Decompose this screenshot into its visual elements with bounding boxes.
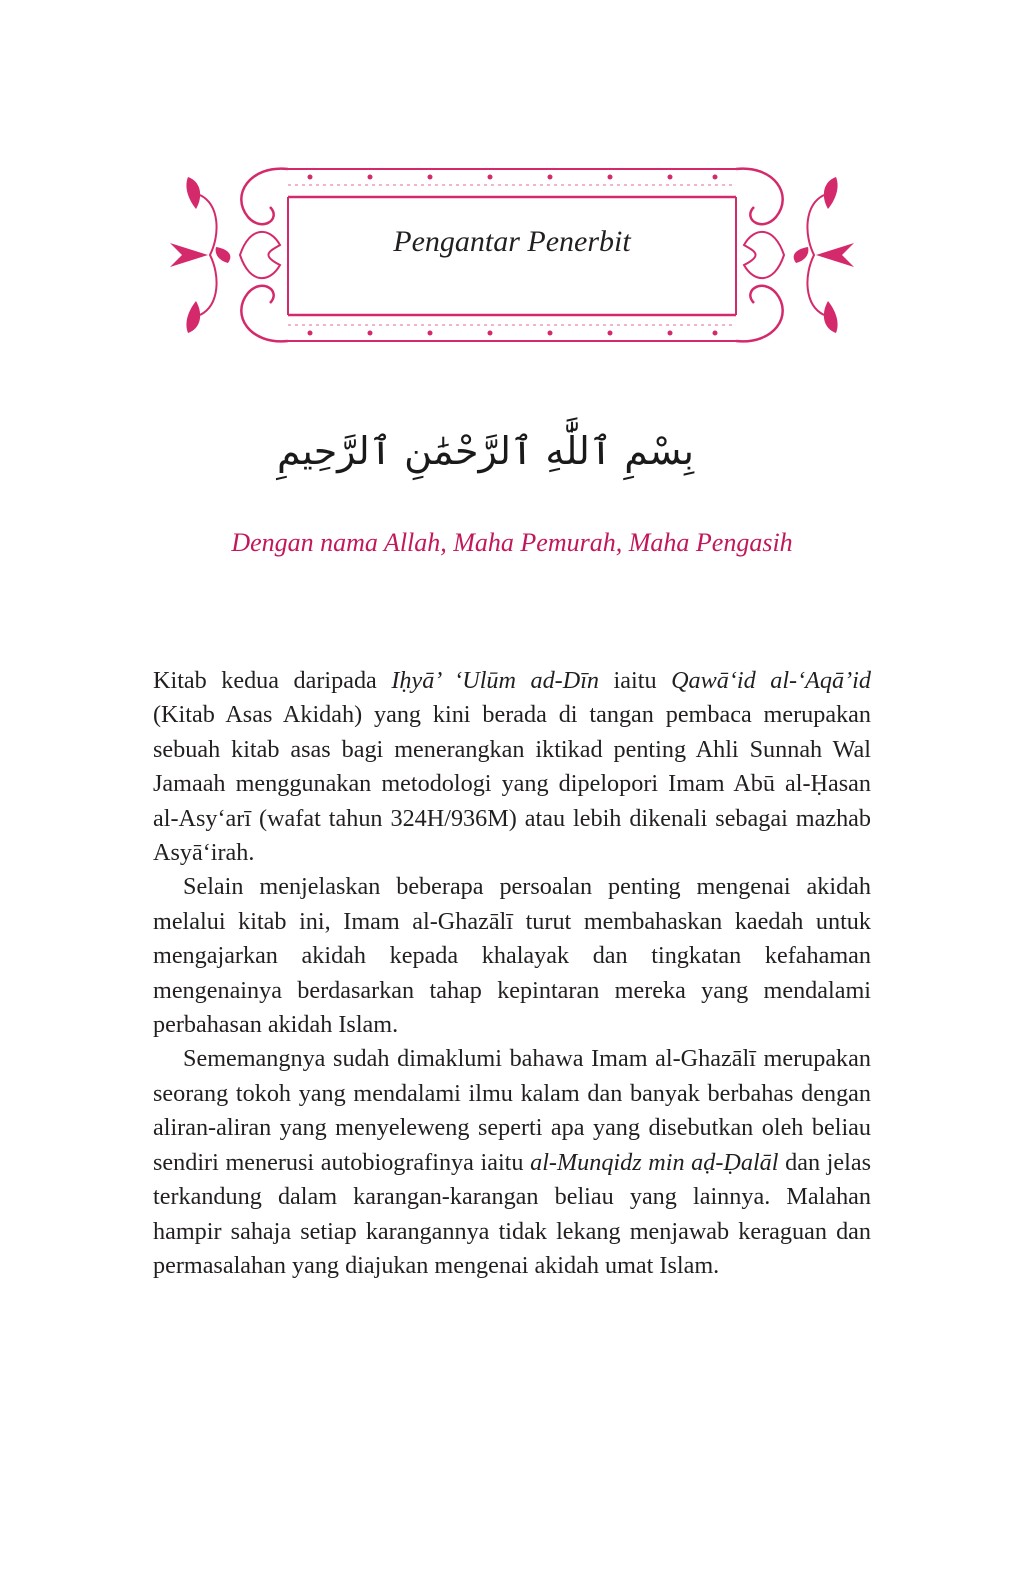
book-title-ihya: Iḥyā’ ‘Ulūm ad-Dīn: [391, 667, 600, 694]
basmala-calligraphy: [276, 408, 694, 494]
paragraph-2: Selain menjelaskan beberapa persoalan penting mengenai akidah melalui kitab ini, Imam al-Ghazālī turut membahaskan kaedah untuk mengajarkan akidah kepada khalayak dan tingkatan kefahaman mengenainya berdasarkan tahap kepintaran mereka yang mendalami perbahasan akidah Islam.: [153, 873, 871, 1039]
book-title-qawaid: Qawā‘id al-‘Aqā’id: [671, 667, 871, 694]
book-title-munqidz: al-Munqidz min aḍ-Ḍalāl: [530, 1148, 779, 1176]
basmala-translation: Dengan nama Allah, Maha Pemurah, Maha Pengasih: [231, 528, 793, 557]
paragraph-1-text: iaitu: [599, 667, 672, 694]
body-text: [153, 664, 871, 1283]
paragraph-1: [153, 664, 871, 870]
basmala-text: بِسْمِ ٱللَّٰهِ ٱلرَّحْمَٰنِ ٱلرَّحِيمِ: [276, 429, 694, 473]
paragraph-3-text: Sememangnya sudah dimaklumi bahawa Imam al-Ghazālī merupakan seorang tokoh yang mendalami ilmu kalam dan banyak berbahas dengan aliran-aliran yang menyeleweng seperti apa yang disebutkan oleh beliau sendiri menerusi autobiografinya iaitu: [153, 1045, 871, 1176]
chapter-header-frame: [170, 155, 854, 355]
paragraph-3: [153, 1042, 871, 1283]
paragraph-1-text: Kitab kedua daripada: [153, 667, 392, 694]
chapter-title: Pengantar Penerbit: [393, 225, 631, 258]
paragraph-3-text: dan jelas terkandung dalam karangan-karangan beliau yang lainnya. Malahan hampir sahaja setiap karangannya tidak lekang menjawab keraguan dan permasalahan yang diajukan mengenai akidah umat Islam.: [153, 1148, 871, 1279]
paragraph-1-text: (Kitab Asas Akidah) yang kini berada di tangan pembaca merupakan sebuah kitab asas bagi menerangkan iktikad penting Ahli Sunnah Wal Jamaah menggunakan metodologi yang dipelopori Imam Abū al-Ḥasan al-Asy‘arī (wafat tahun 324H/936M) atau lebih dikenali sebagai mazhab Asyā‘irah.: [153, 701, 871, 867]
